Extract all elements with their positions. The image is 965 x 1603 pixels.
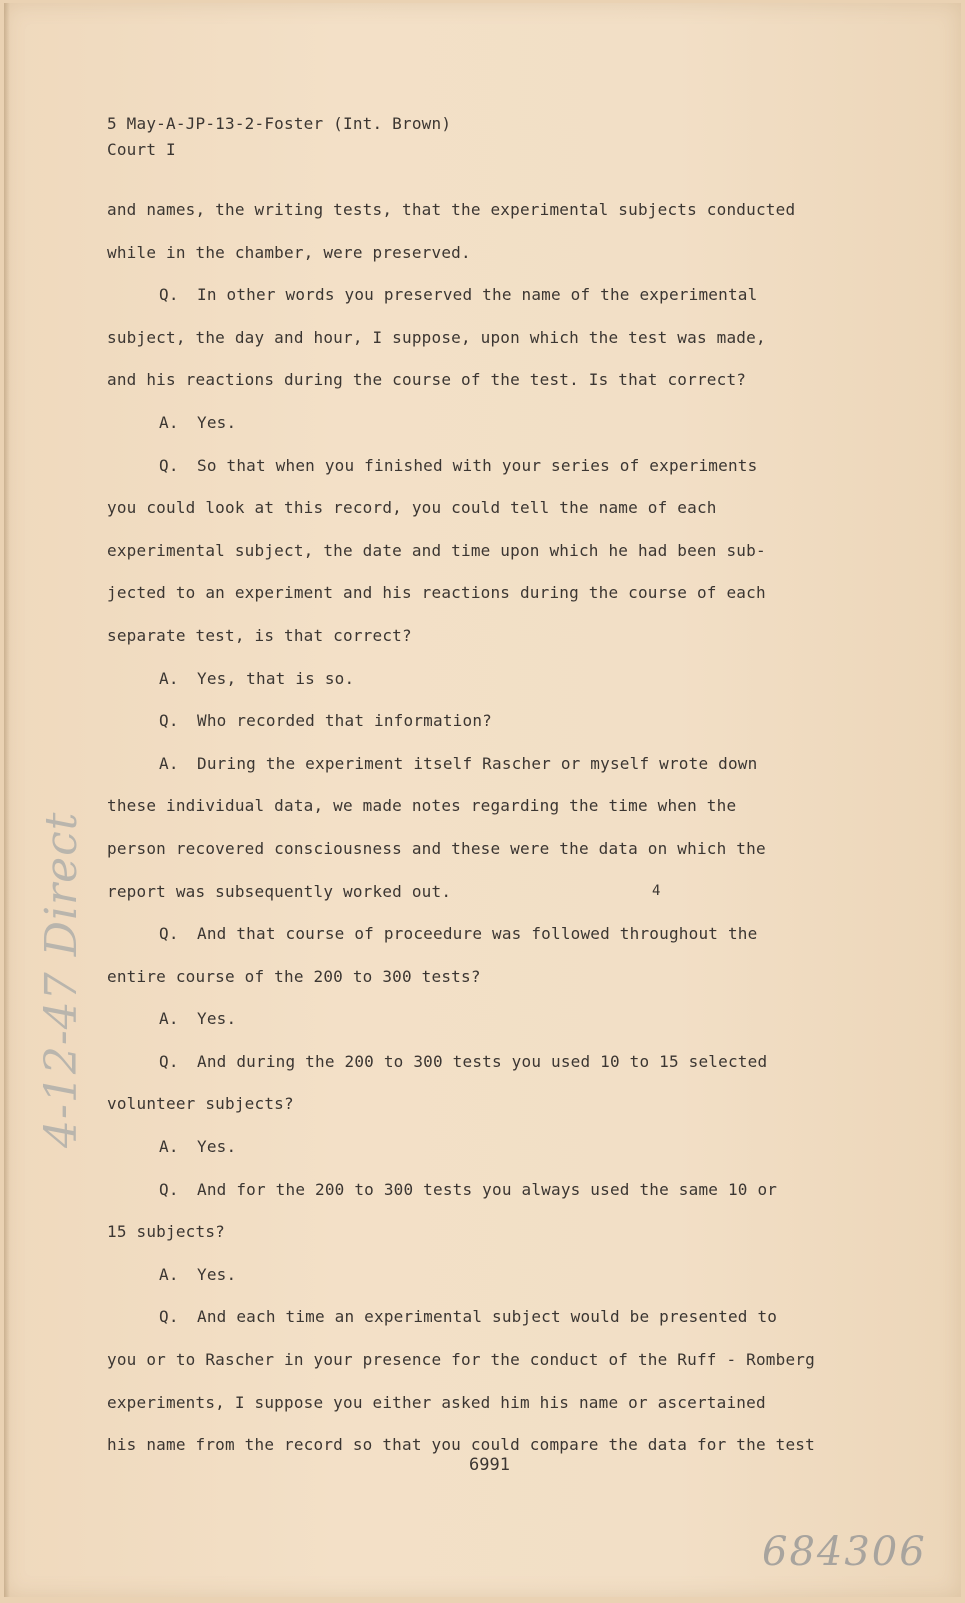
transcript-line-text: Yes. bbox=[197, 412, 237, 432]
transcript-line-text: separate test, is that correct? bbox=[107, 625, 412, 645]
transcript-line bbox=[107, 1126, 867, 1169]
document-page bbox=[4, 3, 961, 1597]
header-court-line: Court I bbox=[107, 140, 176, 159]
transcript-line-text: subject, the day and hour, I suppose, upon which the test was made, bbox=[107, 327, 766, 347]
transcript-line bbox=[107, 232, 867, 275]
transcript-body bbox=[107, 189, 867, 1467]
transcript-line bbox=[107, 530, 867, 573]
transcript-line bbox=[107, 274, 867, 317]
stray-mark: 4 bbox=[652, 883, 661, 899]
answer-label: A. bbox=[159, 1009, 179, 1029]
transcript-line-text: And for the 200 to 300 tests you always used the same 10 or bbox=[197, 1179, 778, 1199]
answer-label: A. bbox=[159, 412, 179, 432]
transcript-line-text: entire course of the 200 to 300 tests? bbox=[107, 966, 481, 986]
transcript-line-text: person recovered consciousness and these were the data on which the bbox=[107, 838, 766, 858]
transcript-line bbox=[107, 998, 867, 1041]
transcript-line bbox=[107, 1382, 867, 1425]
transcript-line bbox=[107, 359, 867, 402]
transcript-line bbox=[107, 615, 867, 658]
transcript-line-text: And each time an experimental subject would be presented to bbox=[197, 1307, 778, 1327]
transcript-line bbox=[107, 658, 867, 701]
transcript-line bbox=[107, 487, 867, 530]
question-label: Q. bbox=[159, 455, 179, 475]
transcript-line-text: you could look at this record, you could tell the name of each bbox=[107, 498, 717, 518]
handwritten-side-note: 4-12-47 Direct bbox=[36, 811, 87, 1148]
question-label: Q. bbox=[159, 1307, 179, 1327]
answer-label: A. bbox=[159, 668, 179, 688]
transcript-line-text: In other words you preserved the name of the experimental bbox=[197, 285, 758, 305]
question-label: Q. bbox=[159, 924, 179, 944]
transcript-line-text: and names, the writing tests, that the experimental subjects conducted bbox=[107, 200, 796, 219]
transcript-line-text: experimental subject, the date and time upon which he had been sub- bbox=[107, 540, 766, 560]
transcript-line bbox=[107, 785, 867, 828]
transcript-line bbox=[107, 402, 867, 445]
transcript-line-text: these individual data, we made notes regarding the time when the bbox=[107, 796, 737, 816]
transcript-line bbox=[107, 572, 867, 615]
transcript-line bbox=[107, 1211, 867, 1254]
question-label: Q. bbox=[159, 1179, 179, 1199]
transcript-line-text: Yes. bbox=[197, 1009, 237, 1029]
transcript-line bbox=[107, 1169, 867, 1212]
transcript-line bbox=[107, 1254, 867, 1297]
transcript-line bbox=[107, 1041, 867, 1084]
transcript-line-text: volunteer subjects? bbox=[107, 1094, 294, 1114]
transcript-line bbox=[107, 189, 867, 232]
question-label: Q. bbox=[159, 711, 179, 731]
transcript-line-text: his name from the record so that you could compare the data for the test bbox=[107, 1435, 815, 1455]
transcript-line bbox=[107, 913, 867, 956]
transcript-line-text: During the experiment itself Rascher or myself wrote down bbox=[197, 753, 758, 773]
transcript-line bbox=[107, 743, 867, 786]
transcript-line-text: Yes. bbox=[197, 1137, 237, 1157]
transcript-line-text: experiments, I suppose you either asked him his name or ascertained bbox=[107, 1392, 766, 1412]
transcript-line bbox=[107, 1296, 867, 1339]
question-label: Q. bbox=[159, 1051, 179, 1071]
answer-label: A. bbox=[159, 1264, 179, 1284]
transcript-line-text: and his reactions during the course of the test. Is that correct? bbox=[107, 370, 747, 390]
answer-label: A. bbox=[159, 753, 179, 773]
transcript-line-text: jected to an experiment and his reactions during the course of each bbox=[107, 583, 766, 603]
transcript-line bbox=[107, 700, 867, 743]
transcript-line bbox=[107, 317, 867, 360]
answer-label: A. bbox=[159, 1137, 179, 1157]
transcript-line-text: 15 subjects? bbox=[107, 1222, 225, 1242]
transcript-line-text: So that when you finished with your series of experiments bbox=[197, 455, 758, 475]
transcript-line bbox=[107, 871, 867, 914]
document-header bbox=[107, 111, 451, 163]
transcript-line-text: while in the chamber, were preserved. bbox=[107, 242, 471, 262]
question-label: Q. bbox=[159, 285, 179, 305]
transcript-line-text: Yes. bbox=[197, 1264, 237, 1284]
transcript-line bbox=[107, 956, 867, 999]
transcript-line-text: And that course of proceedure was followed throughout the bbox=[197, 924, 758, 944]
transcript-line bbox=[107, 445, 867, 488]
page-number: 6991 bbox=[469, 1455, 510, 1475]
handwritten-reference-number: 684306 bbox=[762, 1529, 927, 1575]
header-session-line: 5 May-A-JP-13-2-Foster (Int. Brown) bbox=[107, 114, 452, 133]
transcript-line-text: report was subsequently worked out. bbox=[107, 881, 452, 901]
transcript-line bbox=[107, 1339, 867, 1382]
transcript-line-text: Who recorded that information? bbox=[197, 711, 492, 731]
transcript-line-text: Yes, that is so. bbox=[197, 668, 355, 688]
transcript-line-text: you or to Rascher in your presence for the conduct of the Ruff - Romberg bbox=[107, 1350, 815, 1370]
transcript-line-text: And during the 200 to 300 tests you used 10 to 15 selected bbox=[197, 1051, 768, 1071]
transcript-line bbox=[107, 1083, 867, 1126]
transcript-line bbox=[107, 828, 867, 871]
